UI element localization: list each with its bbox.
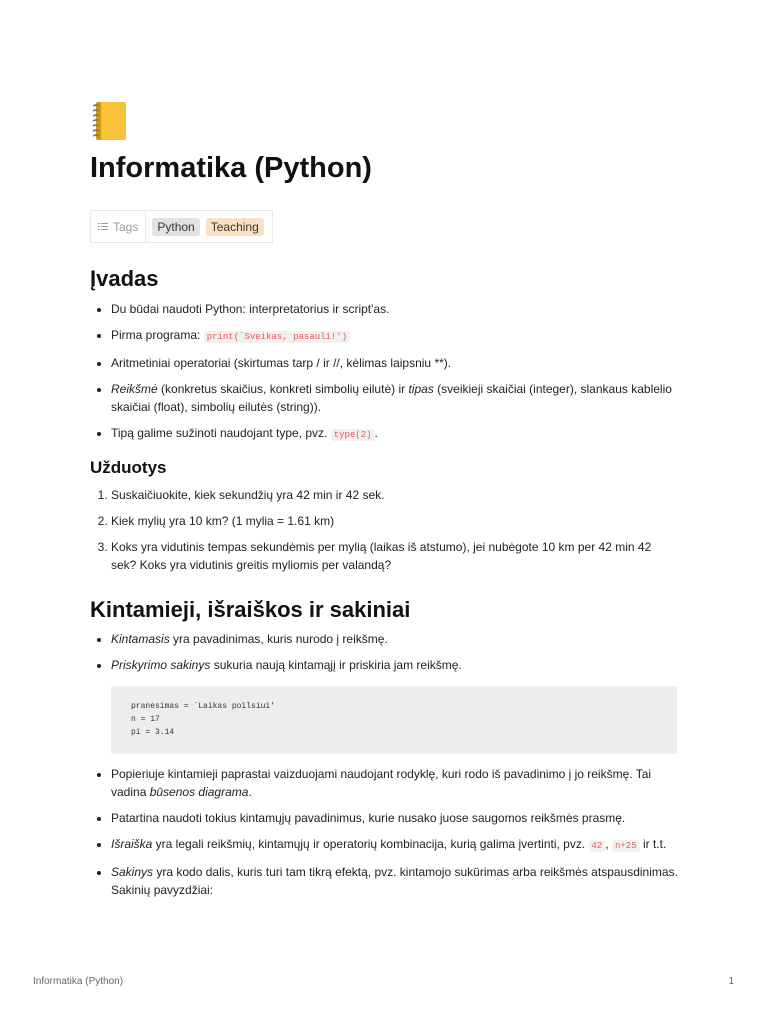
list-item: • Patartina naudoti tokius kintamųjų pavadinimus, kurie nusako juose saugomos reikšmės prasmę. bbox=[111, 809, 678, 827]
uzduotys-list bbox=[90, 486, 678, 582]
properties-table bbox=[90, 210, 273, 243]
list-item: 2. Kiek mylių yra 10 km? (1 mylia = 1.61 km) bbox=[111, 512, 678, 530]
kintamieji-list-1 bbox=[90, 630, 678, 682]
inline-code: 42 bbox=[589, 840, 606, 852]
list-item: • Pirma programa: print(`Sveikas, pasauli!') bbox=[111, 326, 678, 346]
kintamieji-list-2 bbox=[90, 765, 678, 907]
footer-title: Informatika (Python) bbox=[33, 976, 124, 987]
heading-ivadas: Įvadas bbox=[90, 266, 159, 291]
list-item: • Du būdai naudoti Python: interpretatorius ir script'as. bbox=[111, 300, 678, 318]
heading-uzduotys: Užduotys bbox=[90, 458, 167, 477]
tag-teaching[interactable]: Teaching bbox=[206, 218, 264, 236]
page-title: Informatika (Python) bbox=[90, 152, 372, 184]
list-item: • Išraiška yra legali reikšmių, kintamųjų ir operatorių kombinacija, kurią galima įvertinti, pvz. 42 , n+25 ir t.t. bbox=[111, 835, 678, 855]
list-item: • Aritmetiniai operatoriai (skirtumas tarp / ir //, kėlimas laipsniu **). bbox=[111, 354, 678, 372]
inline-code: print(`Sveikas, pasauli!') bbox=[204, 331, 350, 343]
list-item: • Sakinys yra kodo dalis, kuris turi tam tikrą efektą, pvz. kintamojo sukūrimas arba reikšmės atspausdinimas. Sakinių pavyzdžiai: bbox=[111, 863, 678, 899]
tag-python[interactable]: Python bbox=[152, 218, 199, 236]
list-item: • Popieriuje kintamieji paprastai vaizduojami naudojant rodyklę, kuri rodo iš pavadinimo į jo reikšmę. Tai vadina būsenos diagrama. bbox=[111, 765, 678, 801]
code-block[interactable]: pranesimas = `Laikas poilsiui' n = 17 pi = 3.14 bbox=[111, 686, 677, 754]
list-item: • Reikšmė (konkretus skaičius, konkreti simbolių eilutė) ir tipas (sveikieji skaičiai (integer), slankaus kablelio skaičiai (float), simbolių eilutės (string)). bbox=[111, 380, 678, 416]
inline-code: type(2) bbox=[331, 429, 375, 441]
list-icon bbox=[98, 220, 108, 234]
inline-code: n+25 bbox=[612, 840, 640, 852]
notebook-icon bbox=[90, 100, 130, 142]
list-item: • Tipą galime sužinoti naudojant type, pvz. type(2) . bbox=[111, 424, 678, 444]
list-item: 3. Koks yra vidutinis tempas sekundėmis per mylią (laikas iš atstumo), jei nubėgote 10 km per 42 min 42 sek? Koks yra vidutinis greitis myliomis per valandą? bbox=[111, 538, 678, 574]
list-item: • Priskyrimo sakinys sukuria naują kintamąjį ir priskiria jam reikšmę. bbox=[111, 656, 678, 674]
property-values[interactable] bbox=[146, 218, 271, 236]
list-item: • Kintamasis yra pavadinimas, kuris nurodo į reikšmę. bbox=[111, 630, 678, 648]
list-item: 1. Suskaičiuokite, kiek sekundžių yra 42 min ir 42 sek. bbox=[111, 486, 678, 504]
ivadas-list bbox=[90, 300, 678, 452]
property-key[interactable] bbox=[91, 211, 146, 242]
footer-page-number: 1 bbox=[728, 976, 734, 987]
heading-kintamieji: Kintamieji, išraiškos ir sakiniai bbox=[90, 597, 411, 622]
property-key-label: Tags bbox=[113, 219, 139, 234]
